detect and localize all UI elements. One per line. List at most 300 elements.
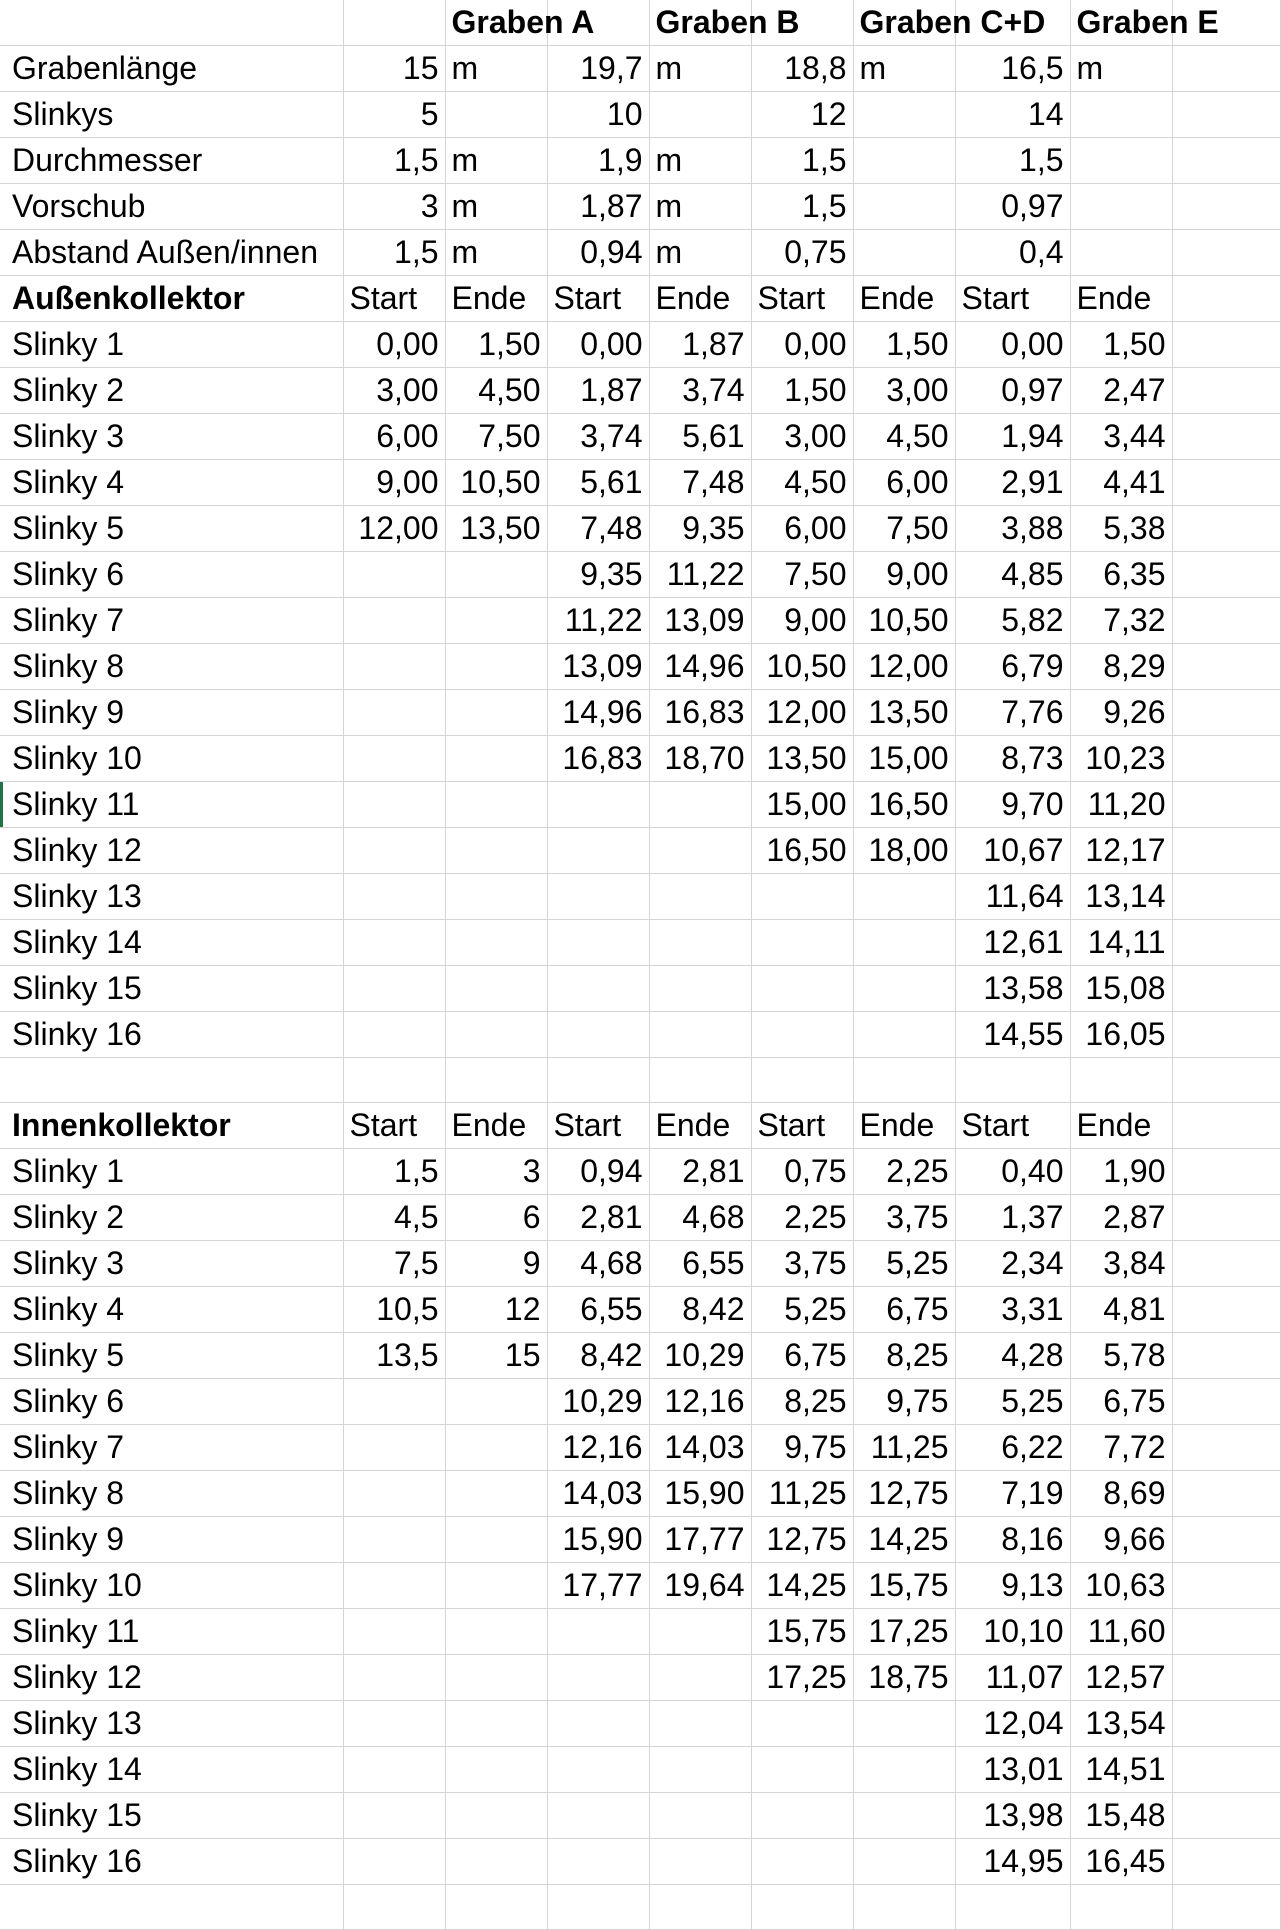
slinky-label[interactable]: Slinky 16 <box>0 1012 343 1058</box>
value-cell[interactable]: 6,00 <box>751 506 853 552</box>
value-cell[interactable]: 13,09 <box>547 644 649 690</box>
column-label[interactable]: Ende <box>853 1103 955 1149</box>
value-cell[interactable] <box>547 1012 649 1058</box>
slinky-label[interactable]: Slinky 1 <box>0 1149 343 1195</box>
value-cell[interactable] <box>751 1839 853 1885</box>
empty-cell[interactable] <box>1172 138 1280 184</box>
column-label[interactable]: Start <box>547 276 649 322</box>
param-label[interactable]: Abstand Außen/innen <box>0 230 343 276</box>
column-label[interactable]: Start <box>343 276 445 322</box>
empty-cell[interactable] <box>1172 1333 1280 1379</box>
value-cell[interactable]: 16,05 <box>1070 1012 1172 1058</box>
value-cell[interactable]: 5,78 <box>1070 1333 1172 1379</box>
value-cell[interactable] <box>853 1839 955 1885</box>
value-cell[interactable] <box>547 828 649 874</box>
value-cell[interactable] <box>547 874 649 920</box>
column-label[interactable]: Ende <box>445 1103 547 1149</box>
param-value[interactable]: 1,5 <box>751 138 853 184</box>
value-cell[interactable]: 3,00 <box>751 414 853 460</box>
value-cell[interactable] <box>343 1425 445 1471</box>
param-unit[interactable]: m <box>649 184 751 230</box>
value-cell[interactable] <box>445 1609 547 1655</box>
value-cell[interactable] <box>547 782 649 828</box>
value-cell[interactable] <box>343 1012 445 1058</box>
value-cell[interactable]: 19,64 <box>649 1563 751 1609</box>
param-label[interactable]: Grabenlänge <box>0 46 343 92</box>
value-cell[interactable] <box>343 1839 445 1885</box>
value-cell[interactable]: 4,85 <box>955 552 1070 598</box>
empty-cell[interactable] <box>751 1885 853 1930</box>
slinky-label[interactable]: Slinky 4 <box>0 460 343 506</box>
value-cell[interactable] <box>547 966 649 1012</box>
empty-cell[interactable] <box>1172 1885 1280 1930</box>
param-value[interactable]: 1,5 <box>343 230 445 276</box>
slinky-label[interactable]: Slinky 11 <box>0 1609 343 1655</box>
value-cell[interactable]: 14,11 <box>1070 920 1172 966</box>
value-cell[interactable] <box>547 920 649 966</box>
slinky-label[interactable]: Slinky 8 <box>0 644 343 690</box>
value-cell[interactable] <box>649 1839 751 1885</box>
value-cell[interactable]: 6,55 <box>649 1241 751 1287</box>
value-cell[interactable]: 3,74 <box>649 368 751 414</box>
param-value[interactable]: 1,5 <box>751 184 853 230</box>
corner-cell[interactable] <box>0 0 343 46</box>
value-cell[interactable]: 15 <box>445 1333 547 1379</box>
value-cell[interactable]: 0,97 <box>955 368 1070 414</box>
value-cell[interactable]: 11,64 <box>955 874 1070 920</box>
empty-cell[interactable] <box>1172 828 1280 874</box>
slinky-label[interactable]: Slinky 13 <box>0 1701 343 1747</box>
value-cell[interactable]: 15,00 <box>853 736 955 782</box>
empty-cell[interactable] <box>1172 736 1280 782</box>
slinky-label[interactable]: Slinky 15 <box>0 966 343 1012</box>
value-cell[interactable] <box>445 598 547 644</box>
param-unit[interactable]: m <box>445 184 547 230</box>
value-cell[interactable] <box>343 782 445 828</box>
value-cell[interactable] <box>649 1701 751 1747</box>
value-cell[interactable]: 8,69 <box>1070 1471 1172 1517</box>
value-cell[interactable] <box>445 828 547 874</box>
empty-cell[interactable] <box>1172 414 1280 460</box>
value-cell[interactable] <box>649 1793 751 1839</box>
value-cell[interactable]: 2,81 <box>649 1149 751 1195</box>
value-cell[interactable]: 3,88 <box>955 506 1070 552</box>
value-cell[interactable]: 0,00 <box>955 322 1070 368</box>
value-cell[interactable]: 3,84 <box>1070 1241 1172 1287</box>
param-unit[interactable]: m <box>853 46 955 92</box>
value-cell[interactable]: 17,25 <box>853 1609 955 1655</box>
empty-cell[interactable] <box>1172 598 1280 644</box>
value-cell[interactable]: 3,00 <box>343 368 445 414</box>
value-cell[interactable]: 16,45 <box>1070 1839 1172 1885</box>
value-cell[interactable] <box>649 920 751 966</box>
param-label[interactable]: Vorschub <box>0 184 343 230</box>
trench-header-cell[interactable]: Graben A <box>445 0 547 46</box>
empty-cell[interactable] <box>1172 230 1280 276</box>
value-cell[interactable] <box>649 1609 751 1655</box>
value-cell[interactable]: 1,50 <box>445 322 547 368</box>
value-cell[interactable]: 5,25 <box>853 1241 955 1287</box>
value-cell[interactable]: 4,5 <box>343 1195 445 1241</box>
param-value[interactable]: 0,75 <box>751 230 853 276</box>
value-cell[interactable] <box>445 1379 547 1425</box>
value-cell[interactable]: 2,81 <box>547 1195 649 1241</box>
value-cell[interactable]: 15,75 <box>751 1609 853 1655</box>
empty-cell[interactable] <box>1172 92 1280 138</box>
value-cell[interactable]: 3,74 <box>547 414 649 460</box>
empty-cell[interactable] <box>1172 1425 1280 1471</box>
value-cell[interactable]: 7,72 <box>1070 1425 1172 1471</box>
value-cell[interactable] <box>343 1609 445 1655</box>
value-cell[interactable]: 12,57 <box>1070 1655 1172 1701</box>
value-cell[interactable] <box>343 690 445 736</box>
value-cell[interactable]: 9,26 <box>1070 690 1172 736</box>
param-value[interactable]: 0,97 <box>955 184 1070 230</box>
value-cell[interactable]: 15,75 <box>853 1563 955 1609</box>
value-cell[interactable]: 13,5 <box>343 1333 445 1379</box>
value-cell[interactable] <box>343 828 445 874</box>
empty-cell[interactable] <box>1172 1012 1280 1058</box>
slinky-label[interactable]: Slinky 8 <box>0 1471 343 1517</box>
param-unit[interactable] <box>853 184 955 230</box>
value-cell[interactable] <box>751 966 853 1012</box>
value-cell[interactable]: 16,50 <box>853 782 955 828</box>
empty-cell[interactable] <box>1172 644 1280 690</box>
empty-cell[interactable] <box>1172 1655 1280 1701</box>
value-cell[interactable]: 16,83 <box>649 690 751 736</box>
value-cell[interactable] <box>751 1747 853 1793</box>
value-cell[interactable] <box>445 920 547 966</box>
param-value[interactable]: 0,94 <box>547 230 649 276</box>
param-unit[interactable] <box>853 230 955 276</box>
value-cell[interactable] <box>853 1701 955 1747</box>
slinky-label[interactable]: Slinky 5 <box>0 506 343 552</box>
column-label[interactable]: Ende <box>445 276 547 322</box>
value-cell[interactable]: 4,50 <box>853 414 955 460</box>
value-cell[interactable]: 0,40 <box>955 1149 1070 1195</box>
empty-cell[interactable] <box>1172 1517 1280 1563</box>
value-cell[interactable]: 15,00 <box>751 782 853 828</box>
value-cell[interactable] <box>343 1747 445 1793</box>
value-cell[interactable] <box>649 782 751 828</box>
empty-cell[interactable] <box>1172 184 1280 230</box>
empty-cell[interactable] <box>853 1058 955 1103</box>
param-value[interactable]: 15 <box>343 46 445 92</box>
empty-cell[interactable] <box>1172 1287 1280 1333</box>
empty-cell[interactable] <box>853 1885 955 1930</box>
empty-cell[interactable] <box>1172 1701 1280 1747</box>
value-cell[interactable] <box>343 552 445 598</box>
value-cell[interactable]: 4,50 <box>751 460 853 506</box>
value-cell[interactable]: 12,16 <box>547 1425 649 1471</box>
value-cell[interactable] <box>445 1471 547 1517</box>
value-cell[interactable]: 12 <box>445 1287 547 1333</box>
value-cell[interactable]: 9,66 <box>1070 1517 1172 1563</box>
value-cell[interactable]: 6,22 <box>955 1425 1070 1471</box>
value-cell[interactable]: 15,08 <box>1070 966 1172 1012</box>
value-cell[interactable] <box>343 598 445 644</box>
slinky-label[interactable]: Slinky 7 <box>0 1425 343 1471</box>
value-cell[interactable]: 13,98 <box>955 1793 1070 1839</box>
param-value[interactable]: 18,8 <box>751 46 853 92</box>
slinky-label[interactable]: Slinky 3 <box>0 414 343 460</box>
empty-cell[interactable] <box>1172 276 1280 322</box>
slinky-label[interactable]: Slinky 1 <box>0 322 343 368</box>
value-cell[interactable]: 2,25 <box>751 1195 853 1241</box>
value-cell[interactable]: 12,16 <box>649 1379 751 1425</box>
value-cell[interactable]: 7,5 <box>343 1241 445 1287</box>
value-cell[interactable]: 11,25 <box>853 1425 955 1471</box>
innen-title[interactable]: Innenkollektor <box>0 1103 343 1149</box>
value-cell[interactable]: 18,75 <box>853 1655 955 1701</box>
value-cell[interactable] <box>649 1012 751 1058</box>
value-cell[interactable]: 0,94 <box>547 1149 649 1195</box>
value-cell[interactable]: 1,90 <box>1070 1149 1172 1195</box>
slinky-label[interactable]: Slinky 7 <box>0 598 343 644</box>
empty-cell[interactable] <box>1172 46 1280 92</box>
param-value[interactable]: 1,9 <box>547 138 649 184</box>
value-cell[interactable]: 5,61 <box>649 414 751 460</box>
column-label[interactable]: Ende <box>649 276 751 322</box>
value-cell[interactable]: 9,70 <box>955 782 1070 828</box>
value-cell[interactable] <box>445 552 547 598</box>
value-cell[interactable] <box>445 1655 547 1701</box>
value-cell[interactable]: 6,75 <box>751 1333 853 1379</box>
value-cell[interactable]: 2,87 <box>1070 1195 1172 1241</box>
param-unit[interactable]: m <box>445 230 547 276</box>
value-cell[interactable]: 1,50 <box>751 368 853 414</box>
value-cell[interactable] <box>343 1563 445 1609</box>
value-cell[interactable]: 12,00 <box>853 644 955 690</box>
value-cell[interactable]: 7,19 <box>955 1471 1070 1517</box>
value-cell[interactable]: 1,50 <box>853 322 955 368</box>
value-cell[interactable]: 1,87 <box>547 368 649 414</box>
param-unit[interactable] <box>445 92 547 138</box>
value-cell[interactable] <box>445 1563 547 1609</box>
param-label[interactable]: Slinkys <box>0 92 343 138</box>
empty-cell[interactable] <box>1070 1058 1172 1103</box>
empty-cell[interactable] <box>1172 782 1280 828</box>
param-unit[interactable] <box>649 92 751 138</box>
value-cell[interactable]: 18,00 <box>853 828 955 874</box>
param-unit[interactable]: m <box>445 138 547 184</box>
param-unit[interactable]: m <box>1070 46 1172 92</box>
value-cell[interactable] <box>445 782 547 828</box>
value-cell[interactable]: 6,00 <box>853 460 955 506</box>
param-unit[interactable] <box>1070 92 1172 138</box>
value-cell[interactable]: 6,55 <box>547 1287 649 1333</box>
value-cell[interactable]: 14,95 <box>955 1839 1070 1885</box>
value-cell[interactable]: 10,67 <box>955 828 1070 874</box>
value-cell[interactable]: 15,90 <box>547 1517 649 1563</box>
value-cell[interactable]: 16,83 <box>547 736 649 782</box>
value-cell[interactable] <box>853 1747 955 1793</box>
param-unit[interactable] <box>853 92 955 138</box>
column-label[interactable]: Start <box>955 1103 1070 1149</box>
value-cell[interactable] <box>445 644 547 690</box>
param-value[interactable]: 0,4 <box>955 230 1070 276</box>
value-cell[interactable]: 13,09 <box>649 598 751 644</box>
value-cell[interactable]: 6,35 <box>1070 552 1172 598</box>
value-cell[interactable]: 3,75 <box>751 1241 853 1287</box>
column-label[interactable]: Ende <box>1070 276 1172 322</box>
empty-cell[interactable] <box>1172 1563 1280 1609</box>
value-cell[interactable] <box>853 966 955 1012</box>
slinky-label[interactable]: Slinky 4 <box>0 1287 343 1333</box>
column-label[interactable]: Start <box>547 1103 649 1149</box>
value-cell[interactable] <box>445 1517 547 1563</box>
slinky-label[interactable]: Slinky 14 <box>0 920 343 966</box>
value-cell[interactable]: 8,42 <box>547 1333 649 1379</box>
value-cell[interactable]: 11,60 <box>1070 1609 1172 1655</box>
value-cell[interactable]: 5,38 <box>1070 506 1172 552</box>
value-cell[interactable]: 3,75 <box>853 1195 955 1241</box>
value-cell[interactable]: 2,25 <box>853 1149 955 1195</box>
empty-cell[interactable] <box>955 1058 1070 1103</box>
value-cell[interactable]: 13,01 <box>955 1747 1070 1793</box>
value-cell[interactable]: 11,07 <box>955 1655 1070 1701</box>
empty-cell[interactable] <box>0 1058 343 1103</box>
empty-cell[interactable] <box>1172 920 1280 966</box>
column-label[interactable]: Start <box>751 276 853 322</box>
param-unit[interactable] <box>1070 184 1172 230</box>
value-cell[interactable]: 8,25 <box>751 1379 853 1425</box>
value-cell[interactable] <box>343 644 445 690</box>
value-cell[interactable]: 10,29 <box>547 1379 649 1425</box>
trench-header-cell[interactable]: Graben C+D <box>853 0 955 46</box>
value-cell[interactable] <box>343 1793 445 1839</box>
value-cell[interactable]: 7,50 <box>853 506 955 552</box>
value-cell[interactable] <box>547 1655 649 1701</box>
value-cell[interactable] <box>343 1379 445 1425</box>
value-cell[interactable]: 10,50 <box>751 644 853 690</box>
value-cell[interactable] <box>343 966 445 1012</box>
value-cell[interactable] <box>751 1701 853 1747</box>
value-cell[interactable]: 3,44 <box>1070 414 1172 460</box>
value-cell[interactable]: 11,22 <box>547 598 649 644</box>
value-cell[interactable]: 6 <box>445 1195 547 1241</box>
value-cell[interactable]: 9,00 <box>751 598 853 644</box>
slinky-label[interactable]: Slinky 6 <box>0 552 343 598</box>
value-cell[interactable]: 7,76 <box>955 690 1070 736</box>
param-unit[interactable]: m <box>649 230 751 276</box>
value-cell[interactable]: 12,00 <box>751 690 853 736</box>
value-cell[interactable]: 5,61 <box>547 460 649 506</box>
value-cell[interactable]: 7,48 <box>547 506 649 552</box>
empty-cell[interactable] <box>1172 1609 1280 1655</box>
value-cell[interactable]: 8,25 <box>853 1333 955 1379</box>
value-cell[interactable]: 5,25 <box>751 1287 853 1333</box>
value-cell[interactable] <box>853 920 955 966</box>
empty-cell[interactable] <box>547 1058 649 1103</box>
param-unit[interactable]: m <box>445 46 547 92</box>
column-label[interactable]: Start <box>955 276 1070 322</box>
value-cell[interactable]: 15,90 <box>649 1471 751 1517</box>
value-cell[interactable]: 2,47 <box>1070 368 1172 414</box>
value-cell[interactable] <box>751 1793 853 1839</box>
value-cell[interactable] <box>445 736 547 782</box>
value-cell[interactable]: 10,29 <box>649 1333 751 1379</box>
value-cell[interactable] <box>445 874 547 920</box>
value-cell[interactable] <box>343 1517 445 1563</box>
value-cell[interactable] <box>445 1793 547 1839</box>
value-cell[interactable] <box>445 1747 547 1793</box>
empty-cell[interactable] <box>1172 1103 1280 1149</box>
value-cell[interactable]: 2,91 <box>955 460 1070 506</box>
value-cell[interactable] <box>343 1655 445 1701</box>
value-cell[interactable]: 9,35 <box>547 552 649 598</box>
value-cell[interactable]: 11,25 <box>751 1471 853 1517</box>
slinky-label[interactable]: Slinky 3 <box>0 1241 343 1287</box>
empty-cell[interactable] <box>1172 966 1280 1012</box>
value-cell[interactable]: 14,51 <box>1070 1747 1172 1793</box>
value-cell[interactable] <box>649 966 751 1012</box>
value-cell[interactable]: 14,55 <box>955 1012 1070 1058</box>
value-cell[interactable]: 4,81 <box>1070 1287 1172 1333</box>
param-unit[interactable] <box>1070 138 1172 184</box>
empty-cell[interactable] <box>1172 874 1280 920</box>
empty-cell[interactable] <box>547 1885 649 1930</box>
slinky-label[interactable]: Slinky 6 <box>0 1379 343 1425</box>
value-cell[interactable] <box>445 1012 547 1058</box>
empty-cell[interactable] <box>1172 460 1280 506</box>
column-label[interactable]: Ende <box>853 276 955 322</box>
empty-cell[interactable] <box>1172 1839 1280 1885</box>
value-cell[interactable]: 9,13 <box>955 1563 1070 1609</box>
value-cell[interactable]: 4,68 <box>547 1241 649 1287</box>
value-cell[interactable] <box>853 1012 955 1058</box>
slinky-label[interactable]: Slinky 14 <box>0 1747 343 1793</box>
value-cell[interactable]: 12,17 <box>1070 828 1172 874</box>
value-cell[interactable]: 7,50 <box>445 414 547 460</box>
value-cell[interactable]: 3,31 <box>955 1287 1070 1333</box>
empty-cell[interactable] <box>955 1885 1070 1930</box>
value-cell[interactable] <box>343 1471 445 1517</box>
param-value[interactable]: 14 <box>955 92 1070 138</box>
empty-cell[interactable] <box>343 1885 445 1930</box>
value-cell[interactable]: 15,48 <box>1070 1793 1172 1839</box>
param-value[interactable]: 5 <box>343 92 445 138</box>
value-cell[interactable]: 12,75 <box>751 1517 853 1563</box>
empty-cell[interactable] <box>1070 1885 1172 1930</box>
value-cell[interactable]: 5,25 <box>955 1379 1070 1425</box>
value-cell[interactable]: 10,50 <box>445 460 547 506</box>
value-cell[interactable]: 14,96 <box>547 690 649 736</box>
value-cell[interactable]: 14,03 <box>547 1471 649 1517</box>
value-cell[interactable]: 17,77 <box>547 1563 649 1609</box>
slinky-label[interactable]: Slinky 13 <box>0 874 343 920</box>
slinky-label[interactable]: Slinky 10 <box>0 736 343 782</box>
value-cell[interactable]: 10,10 <box>955 1609 1070 1655</box>
empty-cell[interactable] <box>1172 1379 1280 1425</box>
value-cell[interactable] <box>751 1012 853 1058</box>
value-cell[interactable]: 13,50 <box>445 506 547 552</box>
value-cell[interactable] <box>547 1701 649 1747</box>
value-cell[interactable]: 9,00 <box>343 460 445 506</box>
empty-cell[interactable] <box>0 1885 343 1930</box>
value-cell[interactable]: 12,00 <box>343 506 445 552</box>
value-cell[interactable]: 14,25 <box>751 1563 853 1609</box>
slinky-label[interactable]: Slinky 9 <box>0 690 343 736</box>
value-cell[interactable] <box>649 1747 751 1793</box>
value-cell[interactable]: 12,61 <box>955 920 1070 966</box>
value-cell[interactable]: 14,25 <box>853 1517 955 1563</box>
param-unit[interactable]: m <box>649 46 751 92</box>
param-value[interactable]: 1,87 <box>547 184 649 230</box>
value-cell[interactable] <box>751 874 853 920</box>
param-value[interactable]: 12 <box>751 92 853 138</box>
value-cell[interactable]: 10,23 <box>1070 736 1172 782</box>
